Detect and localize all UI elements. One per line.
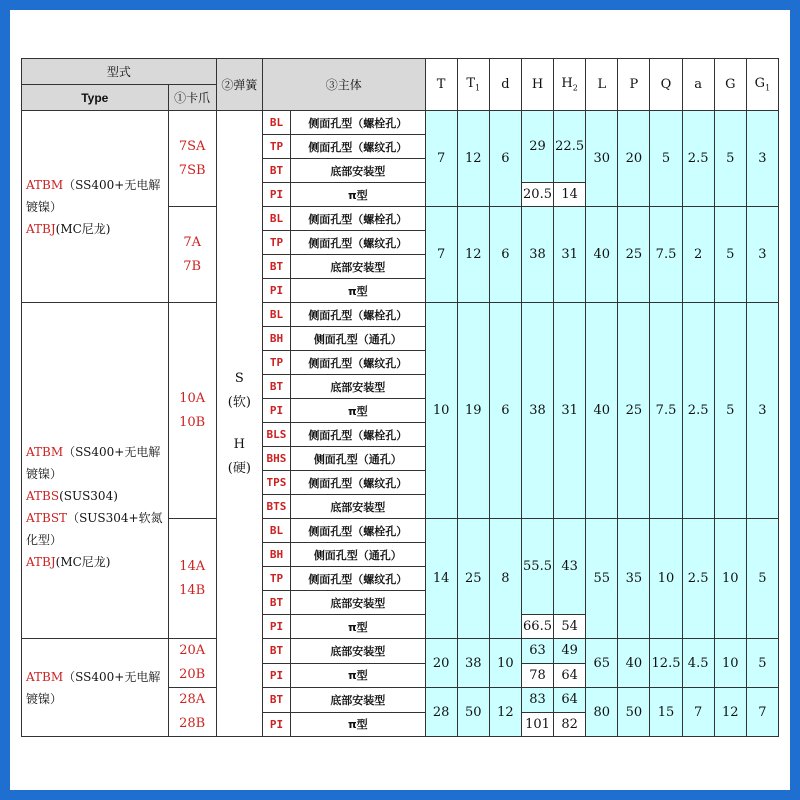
header-a: a [682,59,714,111]
val-G1: 3 [746,111,778,207]
val-G1: 5 [746,639,778,688]
model-code: PI [262,663,290,688]
model-code: BT [262,591,290,615]
val-G: 10 [714,639,746,688]
model-code: PI [262,399,290,423]
table-row [22,303,779,327]
val-H2: 31 [554,207,586,303]
val-T: 20 [425,639,457,688]
val-G1: 7 [746,688,778,737]
val-H: 63 [521,639,553,664]
header-L: L [586,59,618,111]
val-T1: 12 [457,111,489,207]
val-H2: 82 [554,712,586,737]
val-P: 20 [618,111,650,207]
val-d: 6 [489,207,521,303]
val-G: 5 [714,303,746,519]
model-code: BT [262,688,290,713]
material-cell-group-3: ATBM（SS400+无电解镀镍） [22,639,169,737]
spring-cell: S (软) H (硬) [216,111,262,737]
val-a: 4.5 [682,639,714,688]
table-row [22,639,779,664]
body-type: 侧面孔型（通孔） [291,447,426,471]
model-code: BT [262,375,290,399]
model-code: BH [262,327,290,351]
val-Q: 7.5 [650,207,682,303]
spec-table [21,58,779,737]
table-row [22,111,779,135]
val-H2: 49 [554,639,586,664]
val-H: 66.5 [521,615,553,639]
val-d: 8 [489,519,521,639]
body-type: 侧面孔型（螺栓孔） [291,519,426,543]
header-d: d [489,59,521,111]
body-type: 底部安装型 [291,639,426,664]
val-H2: 64 [554,688,586,713]
header-type: Type [22,85,169,111]
val-Q: 15 [650,688,682,737]
claw-cell: 20A 20B [168,639,216,688]
body-type: 侧面孔型（螺纹孔） [291,351,426,375]
val-Q: 7.5 [650,303,682,519]
val-H: 83 [521,688,553,713]
body-type: 侧面孔型（螺纹孔） [291,471,426,495]
val-G: 5 [714,207,746,303]
val-Q: 12.5 [650,639,682,688]
model-code: BHS [262,447,290,471]
val-Q: 10 [650,519,682,639]
val-T1: 19 [457,303,489,519]
val-T1: 12 [457,207,489,303]
header-row-1 [22,59,779,85]
val-T1: 50 [457,688,489,737]
body-type: π型 [291,712,426,737]
claw-cell: 10A 10B [168,303,216,519]
model-code: BL [262,303,290,327]
header-type-group: 型式 [22,59,217,85]
header-P: P [618,59,650,111]
claw-cell: 7A 7B [168,207,216,303]
val-G1: 3 [746,207,778,303]
model-code: PI [262,615,290,639]
body-type: π型 [291,399,426,423]
claw-cell: 28A 28B [168,688,216,737]
val-L: 55 [586,519,618,639]
val-G: 5 [714,111,746,207]
val-H: 101 [521,712,553,737]
header-T1: $T_1$ [457,59,489,111]
val-H2: 43 [554,519,586,615]
val-a: 2.5 [682,519,714,639]
val-T: 28 [425,688,457,737]
val-L: 80 [586,688,618,737]
body-type: 侧面孔型（通孔） [291,327,426,351]
val-G: 12 [714,688,746,737]
val-d: 6 [489,303,521,519]
model-code: BL [262,207,290,231]
val-H: 38 [521,303,553,519]
model-code: BL [262,519,290,543]
header-spring: ②弹簧 [216,59,262,111]
model-code: TPS [262,471,290,495]
val-a: 2.5 [682,303,714,519]
val-T1: 25 [457,519,489,639]
val-P: 25 [618,303,650,519]
val-G1: 3 [746,303,778,519]
claw-cell: 7SA 7SB [168,111,216,207]
val-L: 30 [586,111,618,207]
val-T: 7 [425,207,457,303]
val-G1: 5 [746,519,778,639]
val-H: 29 [521,111,553,183]
val-H2: 31 [554,303,586,519]
model-code: TP [262,351,290,375]
material-cell-group-2: ATBM（SS400+无电解镀镍） ATBS(SUS304) ATBST（SUS304+软氮化型） ATBJ(MC尼龙) [22,303,169,639]
val-H2: 54 [554,615,586,639]
header-G1: $G_1$ [746,59,778,111]
val-H2: 64 [554,663,586,688]
val-T: 10 [425,303,457,519]
val-T: 14 [425,519,457,639]
model-code: BT [262,159,290,183]
model-code: BTS [262,495,290,519]
body-type: 侧面孔型（螺栓孔） [291,303,426,327]
header-claw: ①卡爪 [168,85,216,111]
header-Q: Q [650,59,682,111]
body-type: π型 [291,615,426,639]
val-T1: 38 [457,639,489,688]
val-P: 40 [618,639,650,688]
model-code: TP [262,567,290,591]
body-type: 侧面孔型（螺纹孔） [291,231,426,255]
model-code: TP [262,231,290,255]
body-type: 底部安装型 [291,255,426,279]
val-P: 35 [618,519,650,639]
val-H2: 22.5 [554,111,586,183]
body-type: 侧面孔型（螺栓孔） [291,207,426,231]
val-L: 40 [586,207,618,303]
val-T: 7 [425,111,457,207]
body-type: 侧面孔型（螺栓孔） [291,423,426,447]
body-type: 底部安装型 [291,375,426,399]
val-d: 10 [489,639,521,688]
val-G: 10 [714,519,746,639]
model-code: PI [262,183,290,207]
val-H2: 14 [554,183,586,207]
body-type: 底部安装型 [291,591,426,615]
header-T: T [425,59,457,111]
model-code: BT [262,255,290,279]
val-H: 55.5 [521,519,553,615]
header-H2: $H_2$ [554,59,586,111]
val-a: 7 [682,688,714,737]
body-type: 底部安装型 [291,159,426,183]
body-type: 侧面孔型（螺栓孔） [291,111,426,135]
claw-cell: 14A 14B [168,519,216,639]
spec-table-sheet [21,58,779,737]
val-L: 65 [586,639,618,688]
body-type: π型 [291,663,426,688]
material-cell-group-1: ATBM（SS400+无电解镀镍） ATBJ(MC尼龙) [22,111,169,303]
val-P: 25 [618,207,650,303]
val-a: 2.5 [682,111,714,207]
val-L: 40 [586,303,618,519]
header-H: H [521,59,553,111]
body-type: 底部安装型 [291,495,426,519]
body-type: 侧面孔型（螺纹孔） [291,135,426,159]
model-code: BLS [262,423,290,447]
body-type: 底部安装型 [291,688,426,713]
val-H: 38 [521,207,553,303]
val-P: 50 [618,688,650,737]
val-d: 12 [489,688,521,737]
model-code: PI [262,279,290,303]
val-H: 20.5 [521,183,553,207]
model-code: PI [262,712,290,737]
body-type: 侧面孔型（通孔） [291,543,426,567]
body-type: π型 [291,183,426,207]
val-H: 78 [521,663,553,688]
val-a: 2 [682,207,714,303]
model-code: BL [262,111,290,135]
body-type: 侧面孔型（螺纹孔） [291,567,426,591]
model-code: TP [262,135,290,159]
model-code: BT [262,639,290,664]
header-body: ③主体 [262,59,425,111]
body-type: π型 [291,279,426,303]
val-d: 6 [489,111,521,207]
model-code: BH [262,543,290,567]
header-G: G [714,59,746,111]
val-Q: 5 [650,111,682,207]
